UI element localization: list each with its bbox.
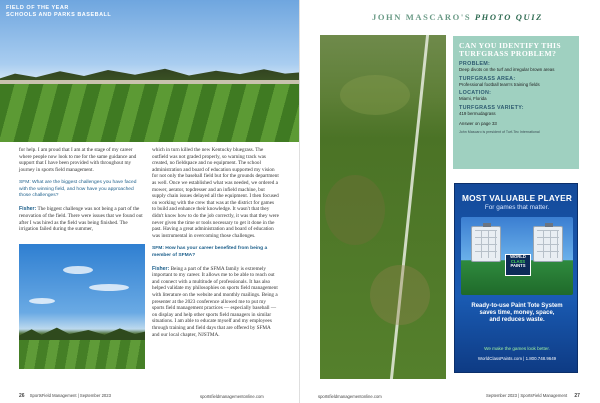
- question-sfma: SFM: How has your career benefited from being a member of SFMA?: [152, 245, 268, 258]
- page-number: 27: [574, 393, 580, 399]
- ad-subheadline: [455, 303, 578, 325]
- footer-url-right: sportsfieldmanagementonline.com: [318, 394, 382, 399]
- paint-tote-icon: [533, 226, 563, 262]
- turfgrass-problem-photo: [320, 35, 446, 379]
- ad-sub-line-1: Ready-to-use Paint Tote System: [471, 303, 563, 309]
- quiz-title-author: JOHN MASCARO'S: [372, 12, 472, 22]
- brand-word-1: WORLD: [510, 254, 526, 259]
- brown-patch: [370, 265, 430, 325]
- article-column-2: [152, 147, 279, 345]
- problem-value: Deep divots on the turf and irregular brown areas: [459, 67, 555, 73]
- answer-text: Being a part of the SFMA family is extremely important to my career. It allows me to be able to reach out and connect with a multitude of professionals. It has also helped validate my philosophies on sports field management with literature on the website and monthly mailings. Being a presenter at the 2023 conference allowed me to put my sports field management practices — especially baseball — on display and help other sports field managers in similar situations. I am able to educate myself and my employees through training and field days that are offered by SFMA and our local chapter, NJSTMA.: [152, 265, 278, 338]
- footer-left: [19, 393, 111, 399]
- article-column-1: [19, 147, 143, 239]
- hero-kicker-field-of-year: FIELD OF THE YEAR: [6, 5, 69, 11]
- page-number: 26: [19, 393, 25, 399]
- brand-word-3: PAINTS: [510, 263, 526, 269]
- world-class-paints-advertisement[interactable]: [454, 183, 578, 373]
- ad-contact-link[interactable]: WorldClassPaints.com | 1.800.748.9649: [477, 356, 557, 361]
- quiz-box-heading: CAN YOU IDENTIFY THIS TURFGRASS PROBLEM?: [459, 41, 562, 59]
- paragraph-intro: for help. I am proud that I am at the stage of my career where people now look to me for the same guidance and support that I have been provided with throughout my journey in sports field management.: [19, 147, 137, 173]
- hero-baseball-field-photo: [0, 0, 300, 142]
- author-credit: John Mascaro is president of Turf-Tec International: [459, 130, 540, 135]
- turfgrass-area-label: TURFGRASS AREA:: [459, 75, 516, 82]
- footer-right: [486, 393, 580, 399]
- paint-tote-icon: [471, 226, 501, 262]
- ad-sub-line-3: and reduces waste.: [489, 317, 545, 324]
- mowed-grass-stripes: [0, 84, 300, 142]
- question-challenges: SFM: What are the biggest challenges you have faced with the winning field, and how have you approached those challenges?: [19, 179, 137, 199]
- answer-speaker: Fisher:: [152, 265, 170, 272]
- cloud: [29, 298, 55, 304]
- turfgrass-variety-label: TURFGRASS VARIETY:: [459, 104, 524, 111]
- footer-url-left: sportsfieldmanagementonline.com: [200, 394, 264, 399]
- publication-name: September 2023 | SportsField Management: [486, 393, 568, 398]
- answer-reference: Answer on page 33: [459, 121, 497, 127]
- ad-call-to-action: We make the games look better.: [484, 346, 550, 351]
- cloud: [89, 284, 129, 291]
- tote-cap: [483, 223, 491, 227]
- answer-text: The biggest challenge was not being a part of the renovation of the field. There were issues that we found out after I was hired as the field was being finished. The irrigation failed during the summer,: [19, 206, 143, 233]
- tote-cage: [475, 230, 497, 258]
- quiz-section-title: [372, 12, 543, 22]
- ad-sub-line-2: saves time, money, space,: [479, 310, 555, 317]
- tote-cage: [537, 230, 559, 258]
- brown-patch: [325, 175, 385, 245]
- answer-sfma: [152, 266, 279, 339]
- quiz-info-box: [453, 36, 579, 169]
- turfgrass-variety-value: 419 bermudagrass: [459, 110, 496, 116]
- brown-patch: [340, 75, 410, 115]
- location-label: LOCATION:: [459, 90, 492, 97]
- ad-tagline: For games that matter.: [484, 204, 550, 211]
- location-value: Miami, Florida: [459, 96, 487, 102]
- cloud: [63, 266, 93, 274]
- publication-name: SportsField Management | September 2023: [29, 393, 111, 398]
- turfgrass-area-value: Professional football team's training fields: [459, 81, 540, 87]
- outfield-sky-photo: [19, 244, 145, 369]
- brand-logo: [505, 254, 531, 276]
- brand-word-2: CLASS: [510, 258, 526, 264]
- ad-headline: MOST VALUABLE PLAYER: [461, 193, 573, 203]
- paragraph-challenges-cont: which in turn killed the new Kentucky bluegrass. The outfield was not graded properly, so warning track was created, no fieldspace and no equipment. The school administration and board of education supported my vision for not only the baseball field but for the grounds department as well. Once we established what was needed, we ordered a mower, aerator, topdresser and an infield machine, but supply chain issues delayed all the equipment. I then focused on working with the crew that was at the district for games to build and enhance their knowledge. It wasn't that they didn't know how to do the job correctly, it was that they were never given the time or tools necessary to get it done in the past. Having a great administration and board of education was instrumental in overcoming those challenges.: [152, 147, 279, 239]
- answer-speaker: Fisher:: [19, 206, 37, 213]
- tote-cap: [545, 223, 553, 227]
- mowed-grass-stripes: [19, 340, 145, 369]
- hero-kicker-category: SCHOOLS AND PARKS BASEBALL: [6, 12, 112, 18]
- problem-label: PROBLEM:: [459, 61, 491, 68]
- answer-challenges: [19, 206, 143, 232]
- quiz-title-suffix: PHOTO QUIZ: [474, 12, 543, 22]
